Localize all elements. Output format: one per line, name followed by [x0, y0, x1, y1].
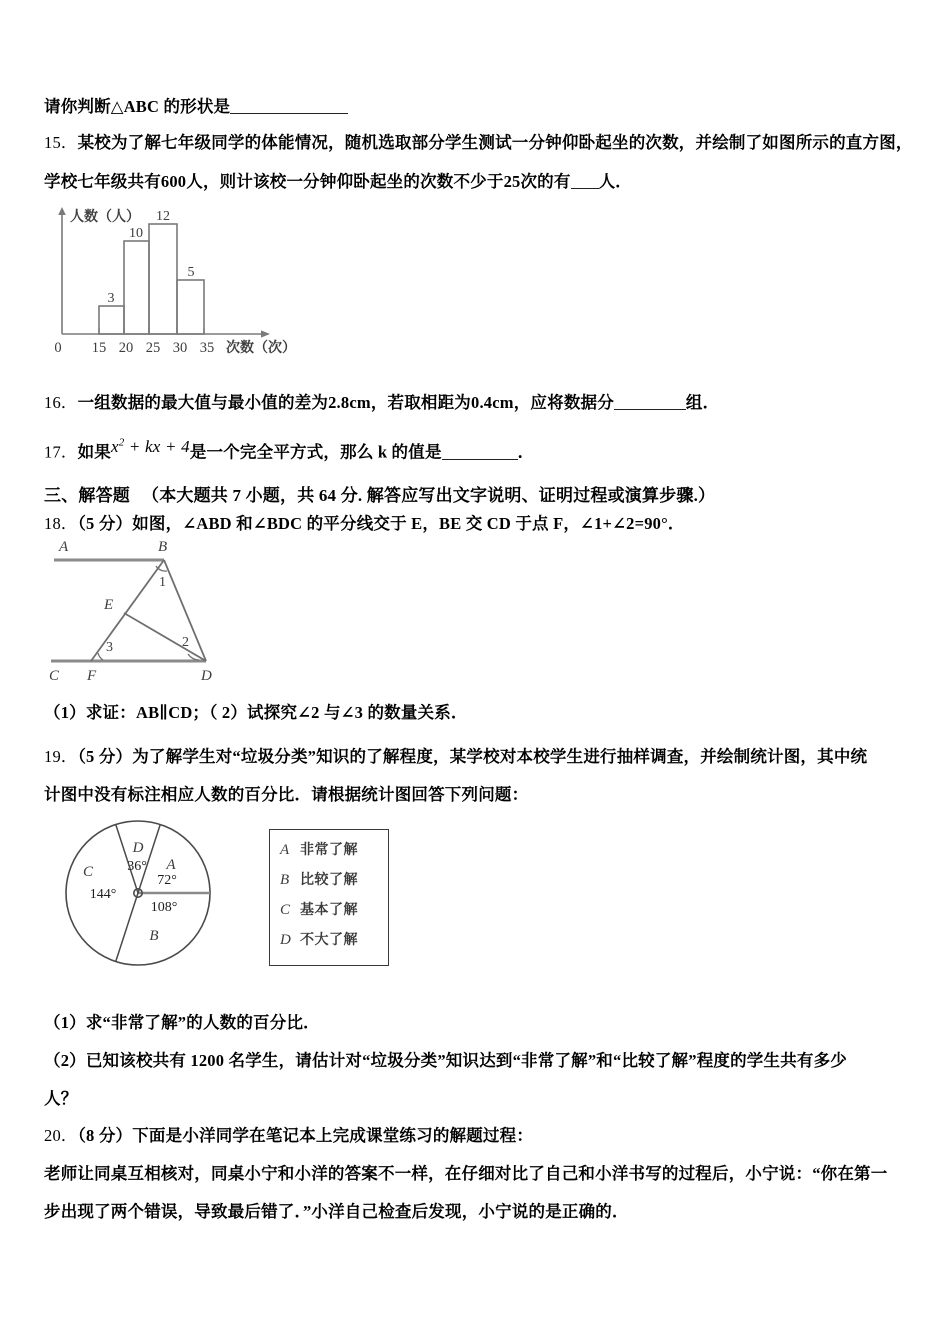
pie-svg: [58, 806, 258, 978]
bar-value-label: 3: [107, 291, 115, 306]
question-20-score: （8 分）: [77, 1126, 133, 1145]
bar-value-label: 10: [129, 226, 143, 241]
question-16-number: 16．: [44, 393, 78, 412]
question-19-line-1: [44, 746, 920, 768]
geometry-svg: [46, 533, 236, 688]
legend-label: 不大了解: [300, 931, 358, 947]
question-17-formula: $x^2$ + kx + 4: [111, 436, 190, 456]
section-3-detail: （本大题共 7 小题，共 64 分. 解答应写出文字说明、证明过程或演算步骤.）: [142, 486, 716, 505]
question-18-parts-text: （1）求证：AB∥CD；（ 2）试探究∠2 与∠3 的数量关系．: [44, 703, 468, 722]
question-16-value-b: 0.4cm: [471, 393, 514, 412]
question-19-part-1-text: （1）求“非常了解”的人数的百分比．: [44, 1013, 320, 1032]
legend-label: 非常了解: [300, 841, 358, 857]
pie-angle-label-A: 72°: [157, 873, 177, 888]
point-label-E: E: [104, 597, 114, 613]
x-axis-label: 次数（次）: [226, 339, 296, 355]
pie-radius-252deg: [116, 893, 138, 961]
bar-value-label: 5: [187, 265, 195, 280]
legend-key: D: [280, 932, 291, 948]
x-tick-label: 30: [172, 340, 188, 356]
x-axis-arrow-icon: [261, 330, 270, 337]
section-3-title: 三、解答题: [44, 486, 130, 505]
question-20-number: 20．: [44, 1126, 78, 1145]
question-20-line-1: [44, 1125, 920, 1147]
angle-label-3: 3: [106, 640, 113, 655]
pie-sector-label-B: B: [149, 928, 159, 944]
point-label-C: C: [49, 668, 60, 684]
question-19-part-2-text-cont: 人？: [44, 1089, 78, 1108]
question-17-number: 17．: [44, 442, 78, 462]
question-15-text-1: 某校为了解七年级同学的体能情况，随机选取部分学生测试一分钟仰卧起坐的次数，并绘制了如图所示的直方图，: [77, 133, 913, 152]
question-14-text: 请你判断△ABC 的形状是: [44, 97, 231, 116]
pie-sector-label-A: A: [166, 857, 176, 873]
question-16-text-d: 组．: [685, 393, 720, 412]
bar-value-label: 12: [156, 209, 170, 224]
question-15-number: 15．: [44, 133, 78, 152]
point-label-B: B: [158, 539, 168, 555]
x-tick-label: 15: [91, 340, 107, 356]
question-16-text-b: ，若取相距为: [370, 393, 472, 412]
angle-1-arc: [156, 566, 167, 571]
question-15-text-2a: 学校七年级共有: [44, 172, 161, 191]
question-17-text-b: 是一个完全平方式，那么 k 的值是: [189, 442, 442, 462]
legend-item: [280, 899, 388, 929]
y-axis-arrow-icon: [58, 207, 66, 215]
question-16-text-a: 一组数据的最大值与最小值的差为: [77, 393, 329, 412]
question-19-text-2: 计图中没有标注相应人数的百分比．请根据统计图回答下列问题：: [44, 785, 529, 804]
point-label-D: D: [201, 668, 212, 684]
histogram-bar: [177, 280, 204, 334]
question-18-text: 如图，∠ABD 和∠BDC 的平分线交于 E，BE 交 CD 于点 F，∠1+∠2=90°．: [132, 514, 685, 533]
question-19-number: 19．: [44, 747, 78, 766]
answer-blank: [614, 409, 686, 410]
question-17-text-c: ．: [517, 442, 535, 462]
pie-angle-label-B: 108°: [150, 900, 178, 915]
question-15-text-2c: 次的有: [520, 172, 571, 191]
histogram-bar: [149, 224, 177, 334]
question-18-score: （5 分）: [77, 514, 133, 533]
question-15-value-600: 600: [160, 172, 187, 191]
question-19-part-2-text: （2）已知该校共有 1200 名学生，请估计对“垃圾分类”知识达到“非常了解”和“比较了解”程度的学生共有多少: [44, 1051, 847, 1070]
question-20-text-2: 老师让同桌互相核对，同桌小宁和小洋的答案不一样，在仔细对比了自己和小洋书写的过程后，小宁说：“你在第一: [44, 1164, 888, 1183]
question-16: [44, 392, 920, 414]
histogram-bar: [124, 241, 149, 334]
question-17-text-a: 如果: [77, 442, 112, 462]
question-19-score: （5 分）: [77, 747, 133, 766]
legend-key: C: [280, 902, 291, 918]
question-19-line-2: [44, 784, 920, 806]
section-3-header: [44, 485, 920, 507]
legend-label: 比较了解: [300, 871, 358, 887]
legend-label: 基本了解: [300, 901, 358, 917]
question-20-line-2: [44, 1163, 920, 1185]
angle-label-1: 1: [159, 575, 166, 590]
question-18-geometry-figure: [46, 533, 236, 688]
histogram-situps-figure: [44, 202, 344, 357]
x-tick-label: 20: [118, 340, 134, 356]
question-19-text-1: 为了解学生对“垃圾分类”知识的了解程度，某学校对本校学生进行抽样调查，并绘制统计图，其中统: [132, 747, 868, 766]
pie-angle-label-C: 144°: [89, 887, 117, 902]
legend-item: [280, 839, 388, 869]
legend-item: [280, 929, 388, 959]
legend-key: B: [280, 872, 290, 888]
point-label-F: F: [87, 668, 97, 684]
question-17: [44, 437, 920, 464]
histogram-svg: [44, 202, 344, 357]
question-15-line-1: [44, 132, 920, 154]
question-18-stem: [44, 513, 920, 535]
question-19-part-1: [44, 1012, 920, 1034]
segment-BF: [91, 560, 164, 661]
answer-blank: [230, 113, 348, 114]
question-15-line-2: [44, 171, 920, 193]
x-tick-label: 0: [54, 340, 62, 356]
question-20-text-1: 下面是小洋同学在笔记本上完成课堂练习的解题过程：: [132, 1126, 534, 1145]
angle-3-arc: [98, 653, 103, 660]
question-16-text-c: ，应将数据分: [513, 393, 614, 412]
pie-sector-label-D: D: [132, 840, 144, 856]
histogram-bar: [99, 306, 124, 334]
pie-legend-box: [269, 829, 389, 966]
question-19-part-2: [44, 1050, 920, 1072]
question-14-tail: [44, 96, 920, 118]
x-tick-label: 25: [145, 340, 161, 356]
pie-sector-label-C: C: [82, 864, 94, 880]
question-15-text-2b: 人，则计该校一分钟仰卧起坐的次数不少于: [186, 172, 504, 191]
question-15-text-2d: 人．: [598, 172, 632, 191]
answer-blank: [442, 459, 518, 460]
question-15-value-25: 25: [503, 172, 521, 191]
question-18-parts: [44, 702, 920, 724]
legend-key: A: [280, 842, 290, 858]
question-19-part-2-cont: [44, 1088, 920, 1110]
y-axis-label: 人数（人）: [70, 208, 140, 224]
question-20-line-3: [44, 1201, 920, 1223]
point-label-A: A: [59, 539, 69, 555]
answer-blank: [571, 188, 599, 189]
pie-garbage-sorting-figure: [58, 806, 258, 978]
question-16-value-a: 2.8cm: [328, 393, 371, 412]
legend-item: [280, 869, 388, 899]
question-18-number: 18．: [44, 514, 78, 533]
x-tick-label: 35: [199, 340, 215, 356]
angle-label-2: 2: [182, 635, 189, 650]
pie-angle-label-D: 36°: [127, 859, 147, 874]
segment-ED: [124, 613, 206, 661]
question-20-text-3: 步出现了两个错误，导致最后错了．”小洋自己检查后发现，小宁说的是正确的．: [44, 1202, 629, 1221]
